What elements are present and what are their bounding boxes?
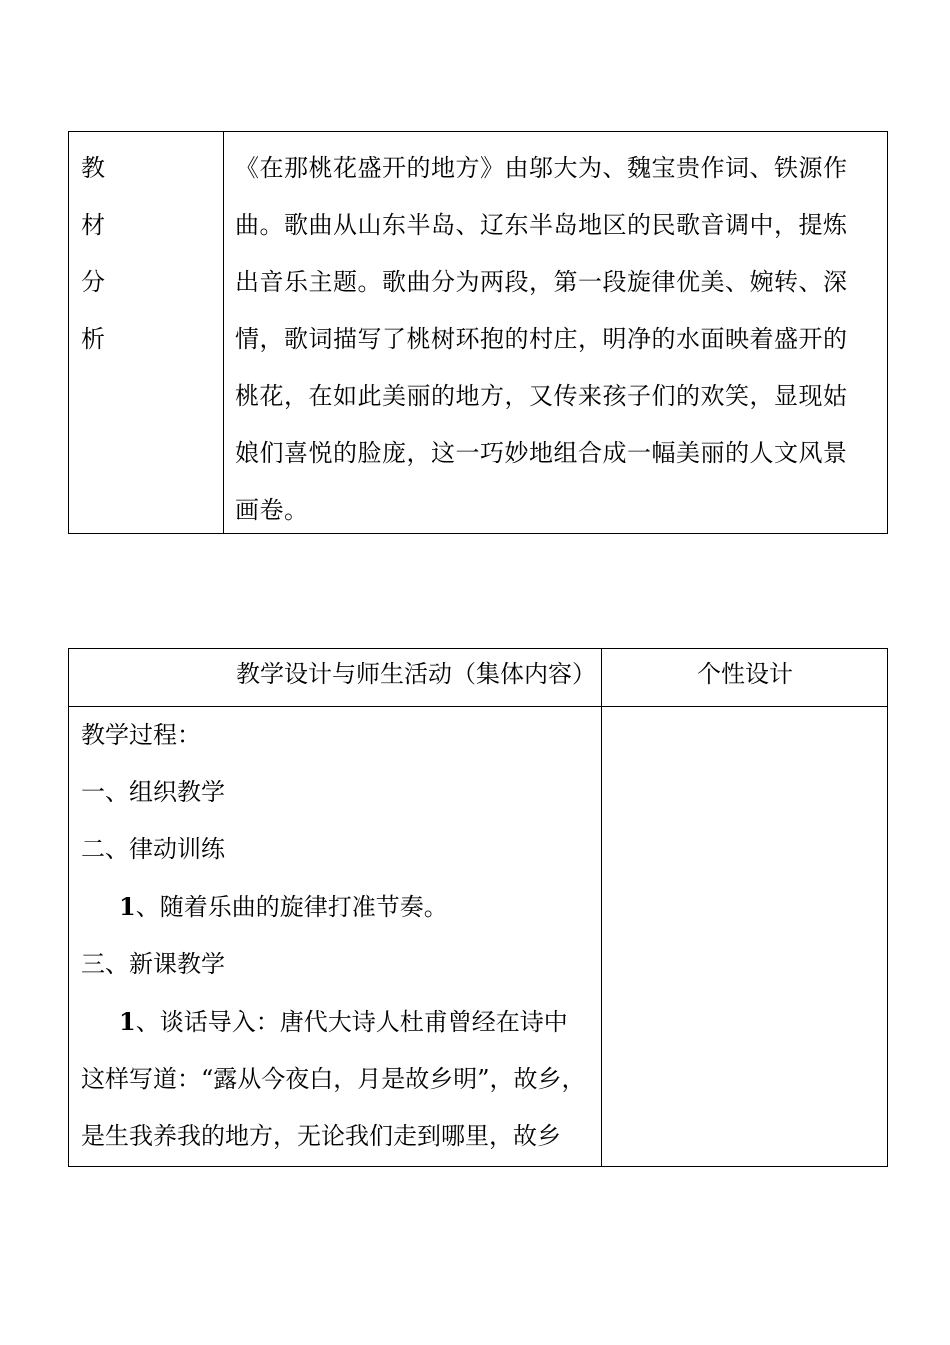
step-rhythm-training: 二、律动训练 — [81, 835, 225, 863]
substep-text: 、随着乐曲的旋律打准节奏。 — [135, 893, 448, 921]
step-organize: 一、组织教学 — [81, 778, 225, 806]
paragraph-line: 这样写道：“露从今夜白，月是故乡明”，故乡， — [81, 1065, 586, 1093]
analysis-text — [235, 140, 880, 539]
header-personal-design: 个性设计 — [697, 660, 793, 688]
column-divider — [223, 132, 224, 533]
label-char: 材 — [81, 211, 105, 239]
substep-text: 、谈话导入：唐代大诗人杜甫曾经在诗中 — [135, 1008, 568, 1036]
step-new-lesson: 三、新课教学 — [81, 950, 225, 978]
label-column — [81, 140, 121, 368]
paragraph-line: 是生我养我的地方，无论我们走到哪里，故乡 — [81, 1122, 561, 1150]
label-char: 析 — [81, 325, 105, 353]
label-char: 分 — [81, 268, 105, 296]
analysis-line: 娘们喜悦的脸庞，这一巧妙地组合成一幅美丽的人文风景 — [235, 439, 848, 467]
teaching-design-table — [68, 648, 888, 1167]
analysis-line: 《在那桃花盛开的地方》由邬大为、魏宝贵作词、铁源作 — [235, 154, 848, 182]
substep-rhythm — [81, 878, 593, 936]
header-collective-content: 教学设计与师生活动（集体内容） — [236, 660, 596, 688]
substep-number: 1 — [119, 1007, 136, 1036]
substep-introduction — [81, 993, 593, 1051]
process-heading: 教学过程： — [81, 721, 201, 749]
substep-number: 1 — [119, 892, 136, 921]
analysis-line: 画卷。 — [235, 496, 309, 524]
teaching-process-content — [81, 707, 593, 1165]
label-char: 教 — [81, 154, 105, 182]
column-divider — [601, 649, 602, 1166]
analysis-line: 桃花，在如此美丽的地方，又传来孩子们的欢笑，显现姑 — [235, 382, 848, 410]
analysis-line: 曲。歌曲从山东半岛、辽东半岛地区的民歌音调中，提炼 — [235, 211, 848, 239]
material-analysis-table — [68, 131, 888, 534]
analysis-line: 出音乐主题。歌曲分为两段，第一段旋律优美、婉转、深 — [235, 268, 848, 296]
analysis-line: 情，歌词描写了桃树环抱的村庄，明净的水面映着盛开的 — [235, 325, 848, 353]
